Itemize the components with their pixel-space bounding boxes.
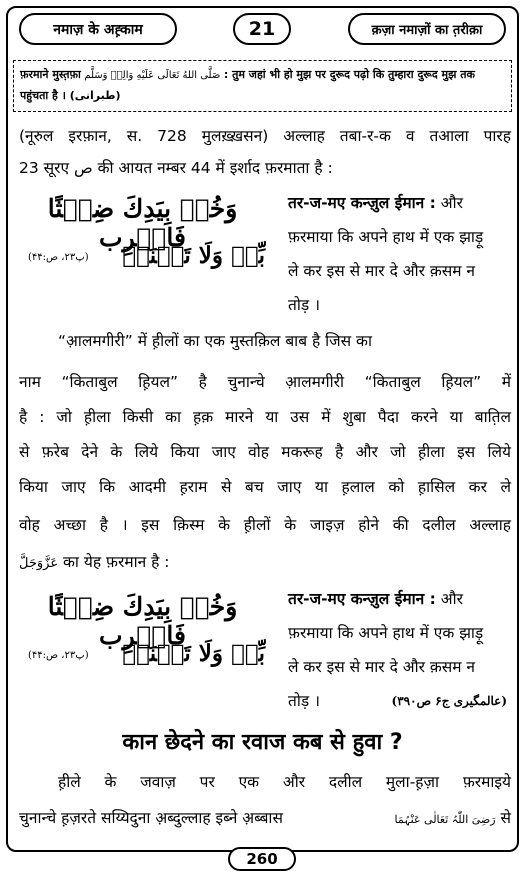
intro-line-1: (नूरुल इरफ़ान, स. 728 मुलख़्ख़सन) अल्लाह तबा-र-क व तआला पारह <box>19 127 511 145</box>
quran-verse-1 <box>20 194 265 290</box>
para-line-2: नाम “किताबुल ह़ियल” है चुनान्चे आ़लमगीरी “किताबुल ह़ियल” में <box>19 373 511 391</box>
intro-line-2: 23 सूरए ص की आयत नम्बर 44 में इर्शाद फ़रमाता है : <box>19 159 333 177</box>
translation-line: ले कर इस से मार दे और क़सम न <box>288 658 476 676</box>
translation-line: और <box>440 194 463 212</box>
section-heading: कान छेदने का रवाज कब से हुवा ? <box>122 730 403 755</box>
ayah-line-2: بِّهٖ وَلَا تَحۡنَثۡ <box>122 640 265 667</box>
hadith-text-2: पहुंचता है । (طبرانی) <box>20 89 121 102</box>
para-line-6: वोह अच्छा है । इस क़िस्म के ह़ीलों के जाइज़ होने की दलील अल्लाह <box>19 516 511 534</box>
ayah-reference: (پ۲۳، ص:۴۴) <box>28 252 89 263</box>
closing-line-1: ह़ीले के जवाज़ पर एक और दलील मुला-ह़ज़ा फ़रमाइये <box>58 773 511 791</box>
para-line-7-text: का येह फ़रमान है : <box>63 553 170 571</box>
translation-line: और <box>440 590 463 608</box>
header-book-title: नमाज़ के अह़्काम <box>19 13 177 45</box>
translation-label: तर-ज-मए कन्ज़ुल ईमान : <box>288 590 436 608</box>
hadith-text: : तुम जहां भी हो मुझ पर दुरूद पढ़ो कि तुम्हारा दुरूद मुझ तक <box>223 68 475 81</box>
hadith-label: फ़रमाने मुस्त़फ़ा <box>20 68 81 81</box>
closing-line-2 <box>19 806 511 828</box>
closing-line-2-text: चुनान्चे ह़ज़रते सय्यिदुना अ़ब्दुल्लाह इब्ने अ़ब्बास <box>19 809 283 827</box>
translation-line: तोड़ । <box>288 296 320 314</box>
translation-line: फ़रमाया कि अपने हाथ में एक झाड़ू <box>288 228 484 246</box>
para-line-5: किया जाए कि आदमी ह़राम से बच जाए या ह़लाल को ह़ासिल कर ले <box>19 478 511 496</box>
translation-line: ले कर इस से मार दे और क़सम न <box>288 262 476 280</box>
para-line-4: से फ़रेब देने के लिये किया जाए वोह मकरूह है और जो ह़ीला इस लिये <box>19 443 511 461</box>
para-line-7 <box>19 550 511 572</box>
ayah-reference: (پ۲۳، ص:۴۴) <box>28 650 89 661</box>
quran-verse-2 <box>20 592 265 688</box>
translation-label: तर-ज-मए कन्ज़ुल ईमान : <box>288 194 436 212</box>
ayah-line-2: بِّهٖ وَلَا تَحۡنَثۡ <box>122 242 265 269</box>
closing-honorific: رَضِیَ اللّٰہُ تَعَالٰی عَنْہُمَا <box>394 813 496 826</box>
header-page-number: 21 <box>233 13 291 45</box>
ayah-line-1: وَخُذۡ بِيَدِكَ ضِغۡثًا فَاضۡرِب <box>47 592 238 650</box>
para-line-1: “आ़लमगीरी” में ह़ीलों का एक मुस्तक़िल बाब है जिस का <box>58 332 372 350</box>
hadith-box <box>13 60 512 112</box>
header-chapter-title: क़ज़ा नमाज़ों का त़रीक़ा <box>348 13 506 45</box>
translation-1 <box>288 186 510 322</box>
translation-line: फ़रमाया कि अपने हाथ में एक झाड़ू <box>288 624 484 642</box>
hadith-honorific: صَلَّى اللهُ تَعَالَى عَلَيْهِ وَالِهٖ وَسَلَّم <box>84 70 221 81</box>
para-line-3: है : जो ह़ीला किसी का ह़क़ मारने या उस में शुबा पैदा करने या बात़िल <box>19 408 511 426</box>
translation-line: तोड़ । <box>288 692 320 710</box>
closing-line-2-end: से <box>500 809 511 827</box>
alamgiri-reference: (عالمگیری ج۶ ص۳۹۰) <box>391 694 507 708</box>
azza-honorific: عَزَّوَجَلَّ <box>19 556 59 571</box>
ayah-line-1: وَخُذۡ بِيَدِكَ ضِغۡثًا فَاضۡرِب <box>47 194 238 252</box>
footer-page-number: 260 <box>228 847 296 871</box>
